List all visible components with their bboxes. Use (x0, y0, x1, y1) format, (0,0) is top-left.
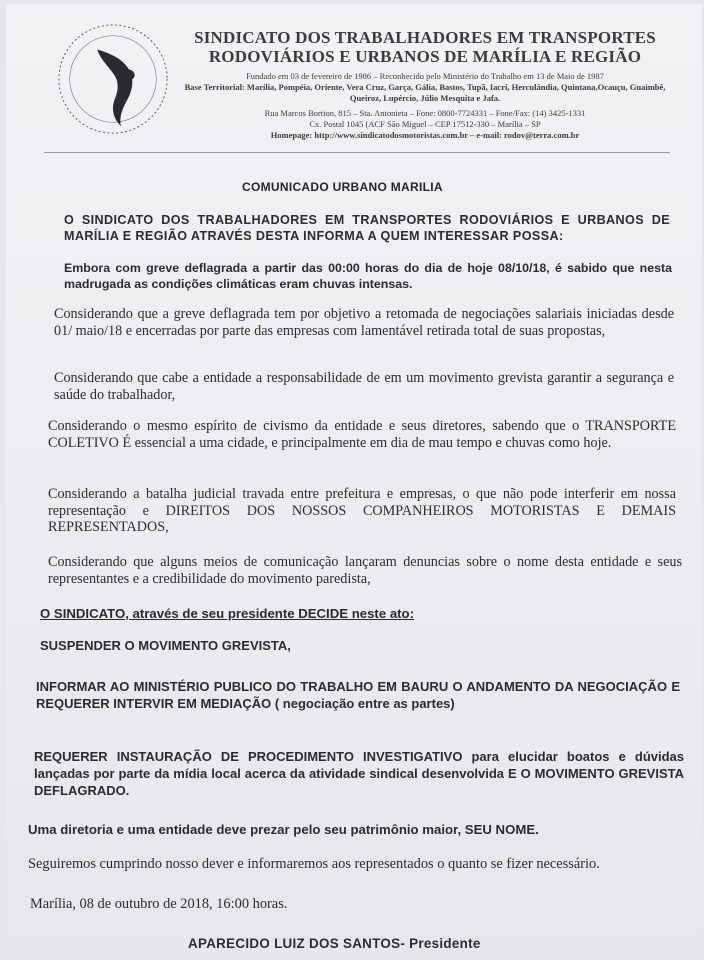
territorial-base (170, 82, 680, 104)
header-divider (44, 152, 670, 153)
decide-heading (40, 606, 660, 623)
decision-2: INFORMAR AO MINISTÉRIO PUBLICO DO TRABALHO EM BAURU O ANDAMENTO DA NEGOCIAÇÃO E REQUERER INTERVIR EM MEDIAÇÃO ( negociação entre as partes) (36, 679, 680, 711)
founded-line: Fundado em 03 de fevereiro de 1986 – Reconhecido pelo Ministério do Trabalho em 13 de Maio de 1987 (246, 71, 604, 81)
paragraph-1: Considerando que a greve deflagrada tem por objetivo a retomada de negociações salariais iniciadas desde 01/ maio/18 e encerradas por parte das empresas com lamentável retirada total de suas propostas, (54, 306, 674, 339)
homepage-line: Homepage: http://www.sindicatodosmotoristas.com.br – e-mail: rodov@terra.com.br (270, 130, 580, 140)
paragraph-4: Considerando a batalha judicial travada entre prefeitura e empresas, o que não pode interferir em nossa representação e DIREITOS DOS NOSSOS COMPANHEIROS MOTORISTAS E DEMAIS REPRESENTADOS, (48, 486, 676, 535)
closing-text: Seguiremos cumprindo nosso dever e informaremos aos representados o quanto se fizer necessário. (28, 856, 600, 872)
decision-1: SUSPENDER O MOVIMENTO GREVISTA, (40, 638, 291, 653)
address-line: Rua Marcos Bortion, 815 – Sta. Antonieta – Fone: 0800-7724331 – Fone/Fax: (14) 3425-1331 (264, 108, 586, 118)
intro-caps: O SINDICATO DOS TRABALHADORES EM TRANSPORTES RODOVIÁRIOS E URBANOS DE MARÍLIA E REGIÃO ATRAVÉS DESTA INFORMA A QUEM INTERESSAR POSSA: (64, 213, 670, 243)
paragraph-2: Considerando que cabe a entidade a responsabilidade de em um movimento grevista garantir a segurança e saúde do trabalhador, (54, 370, 674, 403)
signature: APARECIDO LUIZ DOS SANTOS- Presidente (188, 936, 481, 951)
intro-text: Embora com greve deflagrada a partir das 00:00 horas do dia de hoje 08/10/18, é sabido que nesta madrugada as condições climáticas eram chuvas intensas. (64, 261, 672, 291)
document-title: COMUNICADO URBANO MARILIA (242, 180, 443, 194)
org-name-line1: SINDICATO DOS TRABALHADORES EM TRANSPORTES (194, 28, 656, 47)
territorial-base-label: Base Territorial: (184, 82, 245, 92)
date-line: Marília, 08 de outubro de 2018, 16:00 horas. (30, 896, 288, 912)
union-logo (54, 20, 172, 138)
paragraph-5: Considerando que alguns meios de comunicação lançaram denuncias sobre o nome desta entidade e seus representantes e a credibilidade do movimento paredista, (48, 554, 682, 587)
letterhead (170, 28, 680, 141)
closing-bold: Uma diretoria e uma entidade deve prezar pelo seu patrimônio maior, SEU NOME. (28, 822, 539, 837)
decision-3: REQUERER INSTAURAÇÃO DE PROCEDIMENTO INVESTIGATIVO para elucidar boatos e dúvidas lançadas por parte da mídia local acerca da atividade sindical desenvolvida E O MOVIMENTO GREVISTA DEFLAGRADO. (34, 749, 684, 798)
org-name-line2: RODOVIÁRIOS E URBANOS DE MARÍLIA E REGIÃO (208, 47, 642, 66)
territorial-base-text: Marília, Pompéia, Oriente, Vera Cruz, Garça, Gália, Bastos, Tupã, Iacri, Herculândia, Quintana,Ocauçu, Guaimbê, Queiroz, Lupércio, Júlio Mesquita e Jafa. (246, 82, 666, 103)
decide-text: O SINDICATO, através de seu presidente DECIDE neste ato: (40, 606, 414, 621)
document-page (6, 4, 702, 956)
paragraph-3: Considerando o mesmo espírito de civismo da entidade e seus diretores, sabendo que o TRANSPORTE COLETIVO É essencial a uma cidade, e principalmente em dia de mau tempo e chuvas como hoje. (48, 418, 676, 451)
postal-line: Cx. Postal 1045 (ACF São Miguel – CEP 17512-330 – Marília – SP (309, 119, 541, 129)
